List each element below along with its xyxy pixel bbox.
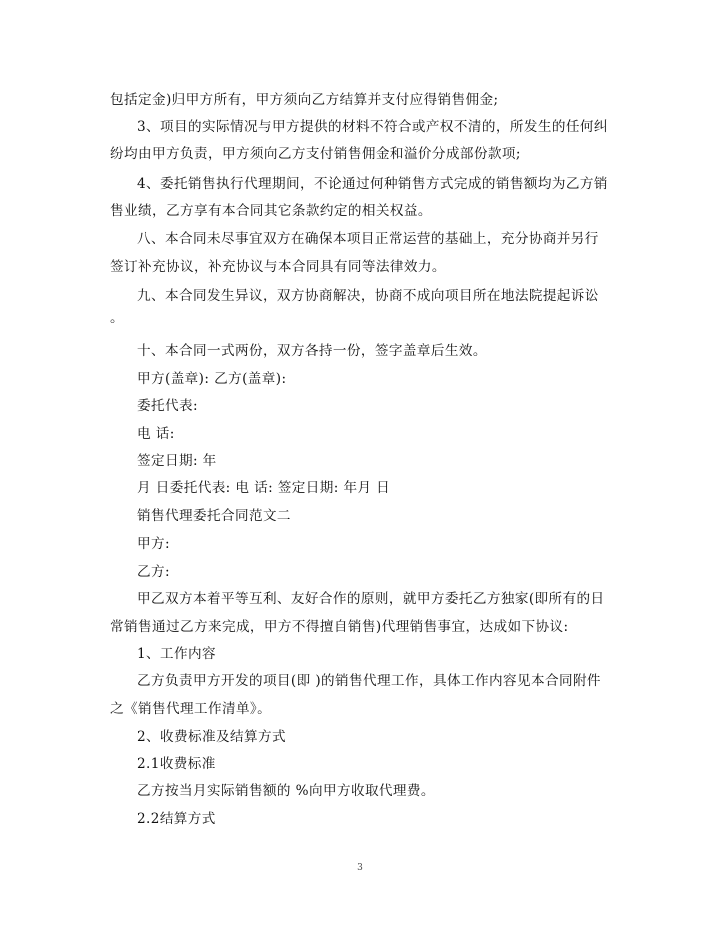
text-line-1: 包括定金)归甲方所有，甲方须向乙方结算并支付应得销售佣金; xyxy=(110,92,499,108)
text-line-10: 十、本合同一式两份，双方各持一份，签字盖章后生效。 xyxy=(137,343,487,359)
text-line-7: 签订补充协议，补充协议与本合同具有同等法律效力。 xyxy=(110,259,446,275)
text-line-22: 乙方负责甲方开发的项目(即 )的销售代理工作，具体工作内容见本合同附件 xyxy=(137,673,601,689)
text-line-18: 乙方: xyxy=(137,564,170,580)
page-number: 3 xyxy=(357,863,363,873)
text-line-8: 九、本合同发生异议，双方协商解决，协商不成向项目所在地法院提起诉讼 xyxy=(137,288,599,304)
text-line-3: 纷均由甲方负责，甲方须向乙方支付销售佣金和溢价分成部份款项; xyxy=(110,146,521,162)
text-line-2: 3、项目的实际情况与甲方提供的材料不符合或产权不清的，所发生的任何纠 xyxy=(137,119,608,135)
text-line-13: 电 话: xyxy=(137,426,175,442)
text-line-20: 常销售通过乙方来完成，甲方不得擅自销售)代理销售事宜，达成如下协议: xyxy=(110,619,569,635)
text-line-15: 月 日委托代表: 电 话: 签定日期: 年月 日 xyxy=(137,480,391,496)
text-line-9: 。 xyxy=(110,310,124,326)
text-line-24: 2、收费标准及结算方式 xyxy=(137,729,286,745)
text-line-4: 4、委托销售执行代理期间，不论通过何种销售方式完成的销售额均为乙方销 xyxy=(137,176,608,192)
text-line-17: 甲方: xyxy=(137,536,170,552)
text-line-12: 委托代表: xyxy=(137,398,198,414)
text-line-26: 乙方按当月实际销售额的 %向甲方收取代理费。 xyxy=(137,783,435,799)
text-line-25: 2.1收费标准 xyxy=(137,756,216,772)
text-line-19: 甲乙双方本着平等互利、友好合作的原则，就甲方委托乙方独家(即所有的日 xyxy=(137,591,605,607)
text-line-27: 2.2结算方式 xyxy=(137,811,216,827)
text-line-11: 甲方(盖章): 乙方(盖章): xyxy=(137,371,287,387)
text-line-6: 八、本合同未尽事宜双方在确保本项目正常运营的基础上，充分协商并另行 xyxy=(137,231,599,247)
text-line-16: 销售代理委托合同范文二 xyxy=(137,508,291,524)
text-line-5: 售业绩，乙方享有本合同其它条款约定的相关权益。 xyxy=(110,203,432,219)
text-line-21: 1、工作内容 xyxy=(137,646,217,662)
text-line-14: 签定日期: 年 xyxy=(137,453,217,469)
text-line-23: 之《销售代理工作清单》。 xyxy=(110,701,272,717)
